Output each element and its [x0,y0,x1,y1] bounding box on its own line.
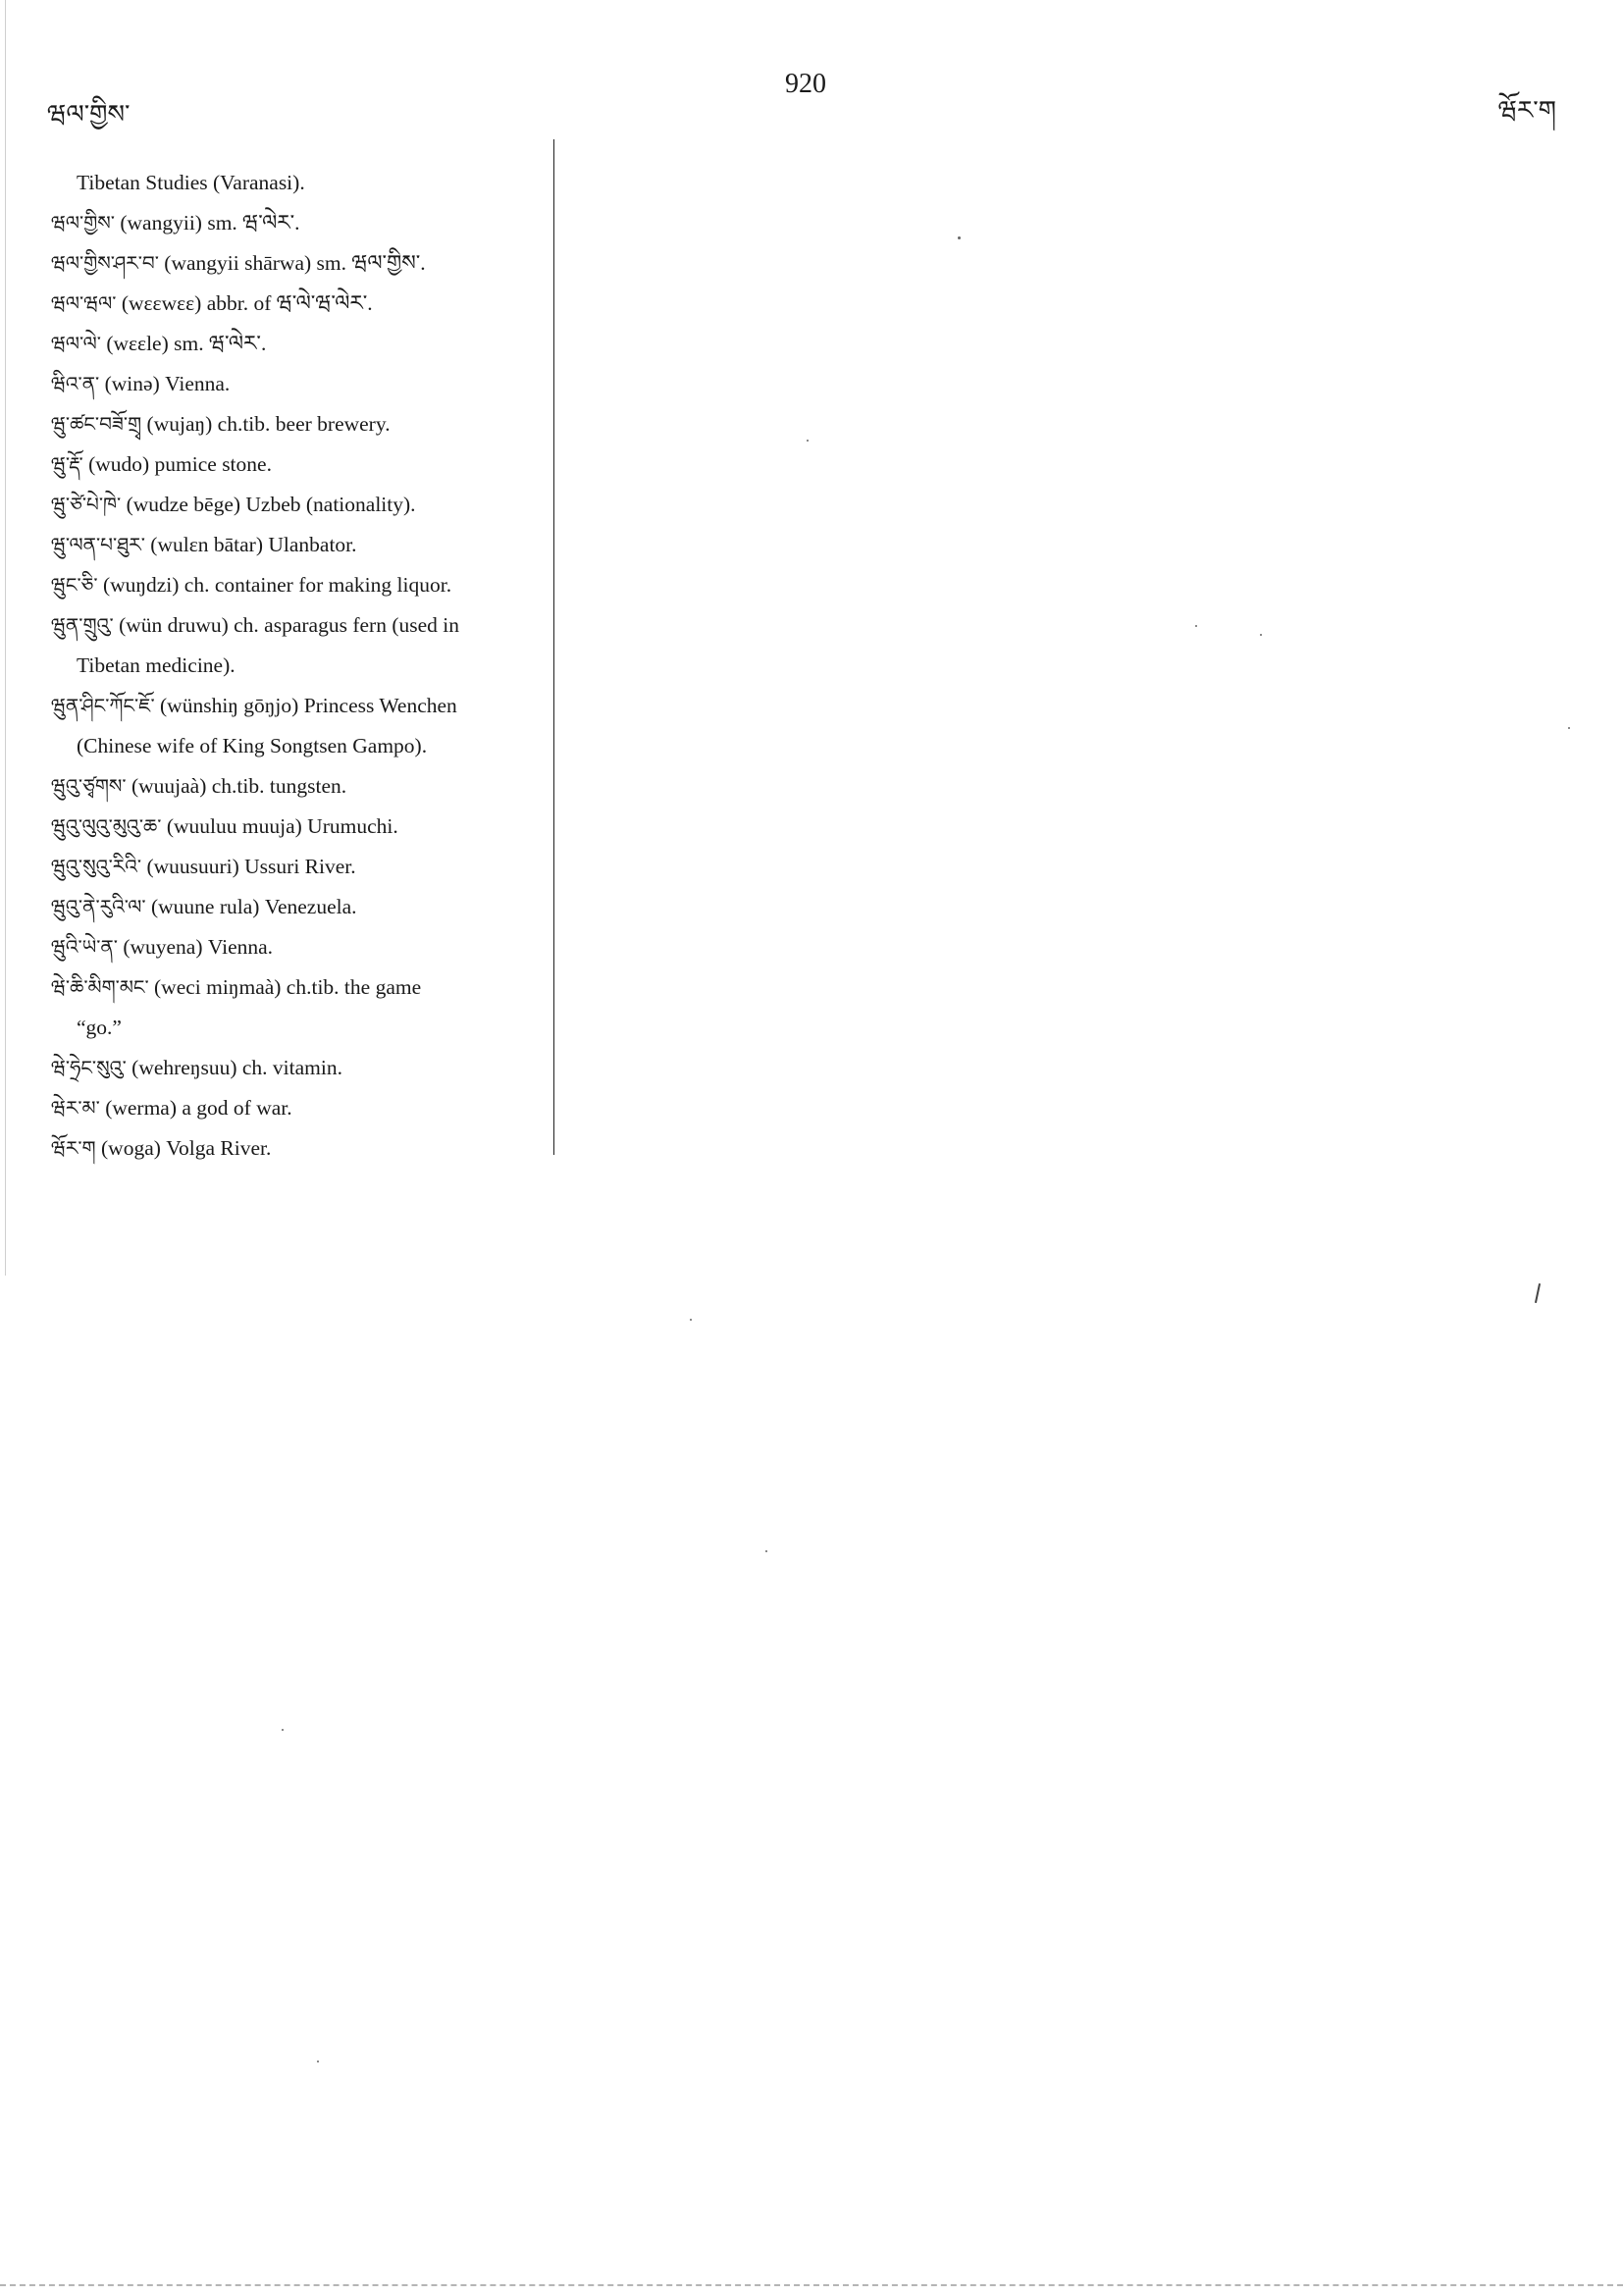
dictionary-entry [51,1128,551,1169]
dictionary-entry [51,887,551,927]
scan-bottom-edge [0,2284,1623,2286]
headword: ཝེ་ཧྲེང་སུའུ་ [51,1056,127,1079]
entry-text: (wudo) pumice stone. [82,452,272,476]
headword: ཝུ་ཙེ་པེ་ཁེ་ [51,493,122,516]
headword: ཝུའུ་སུའུ་རིའི་ [51,855,142,878]
headword: ཝུ་ལན་པ་ཐུར་ [51,533,145,556]
dictionary-entry [51,565,551,605]
scan-speck [282,1729,284,1731]
dictionary-entry [51,364,551,404]
entry-text: (wünshiŋ gōŋjo) Princess Wenchen [154,694,457,717]
headword: ཝུའུ་ནེ་རུའི་ལ་ [51,895,146,918]
scan-speck [317,2061,319,2062]
dictionary-entry [51,444,551,485]
running-head-left: ཝལ་གྱིས་ [47,100,131,129]
dictionary-entry [51,807,551,847]
running-head-right: ཝོར་ག [1497,96,1556,125]
entry-text: (wuusuuri) Ussuri River. [141,855,356,878]
dictionary-entry [51,203,551,243]
headword: ཝེ་ཆི་མིག་མང་ [51,975,149,999]
headword: ཝལ་ལེ་ [51,332,101,355]
dictionary-entry [51,485,551,525]
headword: ཝལ་གྱིས་ཤར་བ་ [51,251,159,275]
entry-text: (wuujaà) ch.tib. tungsten. [126,774,347,798]
headword: ཝུའུ་ཙྭགས་ [51,774,127,798]
headword: ཝེར་མ་ [51,1096,100,1120]
dictionary-entry [51,324,551,364]
headword: ཝུན་ཤིང་ཀོང་ཇོ་ [51,694,155,717]
entry-text: (wuuluu muuja) Urumuchi. [161,814,398,838]
entry-text: (wuune rula) Venezuela. [145,895,357,918]
scan-speck [765,1550,767,1552]
dictionary-entry [51,1088,551,1128]
dictionary-entry [51,766,551,807]
scan-mark [1535,1283,1541,1303]
entry-text: (Chinese wife of King Songtsen Gampo). [77,734,428,757]
entry-text: (wangyii shārwa) sm. ཝལ་གྱིས་. [158,251,426,275]
page-number: 920 [785,69,826,99]
entry-text: (woga) Volga River. [95,1136,272,1160]
entry-text: “go.” [77,1016,122,1039]
entry-text: (wɛɛle) sm. ཝ་ལེར་. [100,332,267,355]
headword: ཝལ་ཝལ་ [51,291,117,315]
dictionary-entry [51,1048,551,1088]
entry-text: (wehreŋsuu) ch. vitamin. [126,1056,342,1079]
entry-text: (weci miŋmaà) ch.tib. the game [148,975,422,999]
scan-speck [690,1319,692,1321]
column-divider-rule [553,139,554,1155]
entry-text: (wujaŋ) ch.tib. beer brewery. [141,412,391,436]
entry-text: (wün druwu) ch. asparagus fern (used in [113,613,459,637]
dictionary-entry [51,404,551,444]
entry-text: Tibetan Studies (Varanasi). [77,171,305,194]
headword: ཝུང་ཅི་ [51,573,98,597]
dictionary-entry [51,284,551,324]
entry-text: (wuŋdzi) ch. container for making liquor. [97,573,452,597]
entry-text: (wangyii) sm. ཝ་ལེར་. [115,211,300,235]
entry-text: (wɛɛwɛɛ) abbr. of ཝ་ལེ་ཝ་ལེར་. [116,291,373,315]
headword: ཝུ་རྡོ་ [51,452,83,476]
scan-left-edge-line [5,0,6,1276]
dictionary-entry [51,967,551,1008]
scan-speck [958,236,961,239]
dictionary-entry [51,726,551,766]
dictionary-entry [51,243,551,284]
dictionary-entry [51,605,551,646]
entry-text: Tibetan medicine). [77,653,236,677]
dictionary-entry [51,847,551,887]
scan-speck [1568,727,1570,729]
scan-speck [1195,625,1197,627]
entry-text: (wulɛn bātar) Ulanbator. [144,533,357,556]
headword: ཝུའི་ཡེ་ན་ [51,935,118,959]
headword: ཝིའ་ན་ [51,372,100,395]
headword: ཝོར་ག [51,1136,96,1160]
entry-text: (wuyena) Vienna. [117,935,274,959]
scan-speck [1260,634,1262,636]
dictionary-entry [51,686,551,726]
scan-speck [807,440,809,442]
dictionary-entry [51,163,551,203]
headword: ཝུའུ་ལུའུ་མུའུ་ཆ་ [51,814,162,838]
headword: ཝུ་ཚང་བཟོ་གྲྭ [51,412,142,436]
headword: ཝལ་གྱིས་ [51,211,115,235]
headword: ཝུན་གྲུའུ་ [51,613,114,637]
dictionary-entry [51,927,551,967]
dictionary-column [51,163,551,1169]
dictionary-entry [51,646,551,686]
dictionary-entry [51,525,551,565]
entry-text: (winə) Vienna. [99,372,231,395]
dictionary-entry [51,1008,551,1048]
entry-text: (werma) a god of war. [99,1096,292,1120]
entry-text: (wudze bēge) Uzbeb (nationality). [121,493,416,516]
